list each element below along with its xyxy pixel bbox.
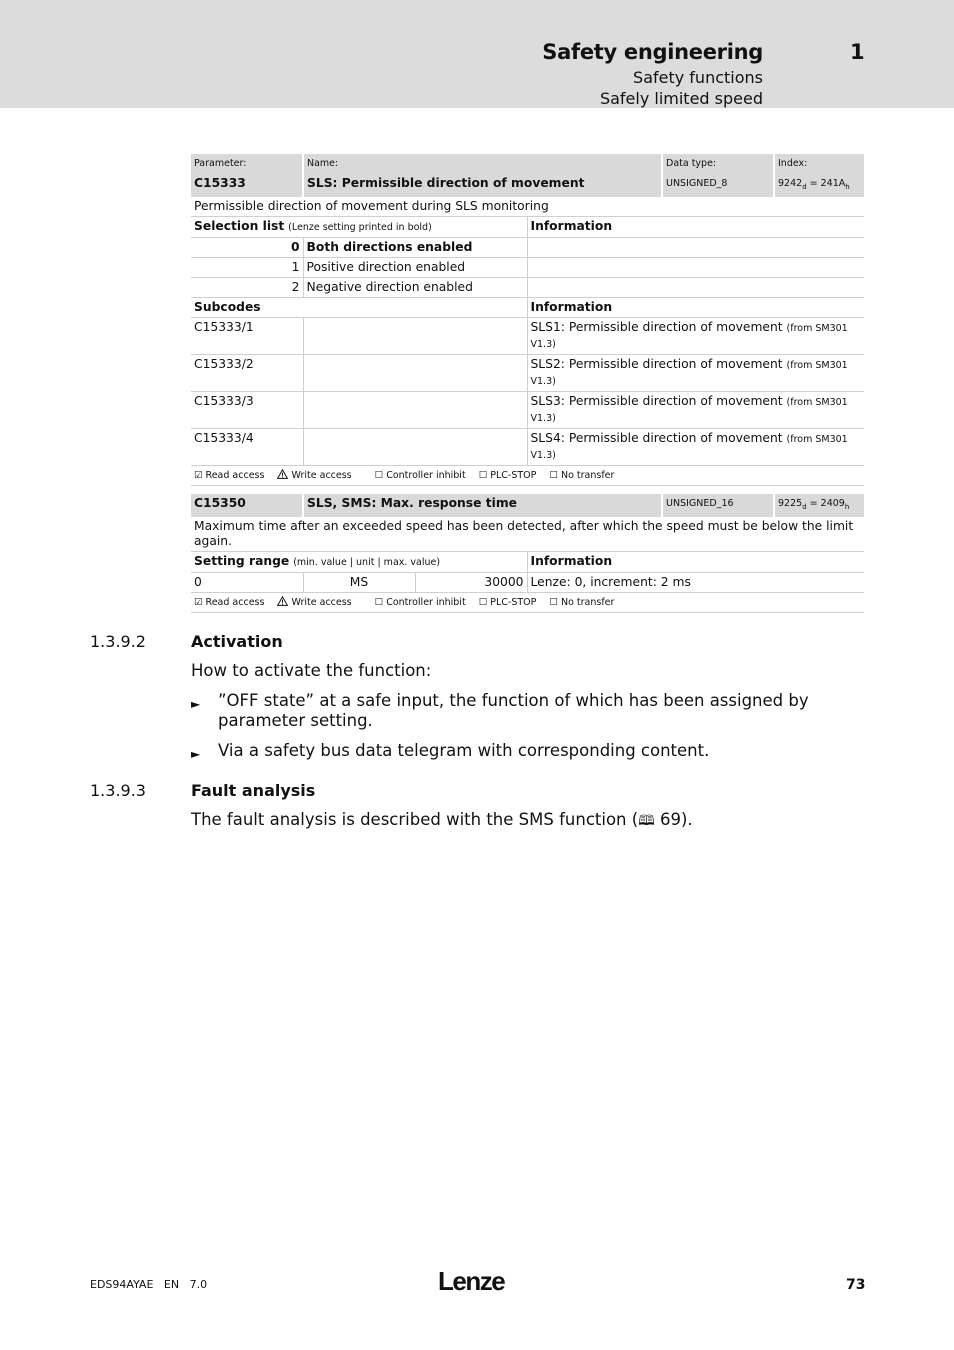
information-header: Information: [527, 216, 864, 237]
index-value: $9225_d = 2409_h$: [774, 494, 864, 517]
option-value: 1: [191, 257, 303, 277]
bullet-arrow-icon: ►: [191, 697, 201, 711]
subcode-info: SLS3: Permissible direction of movement (from SM301 V1.3): [527, 391, 864, 428]
option-info: [527, 237, 864, 257]
subcode-info: SLS1: Permissible direction of movement (from SM301 V1.3): [527, 317, 864, 354]
page-header: [0, 0, 954, 108]
subcodes-header: Subcodes: [191, 297, 527, 317]
warning-icon: [277, 596, 288, 606]
controller-inhibit-flag: ☐ Controller inhibit: [374, 469, 466, 481]
name-label: Name:: [307, 158, 339, 169]
type-label: Data type:: [666, 158, 717, 169]
subcode: C15333/2: [191, 354, 303, 391]
subcode: C15333/3: [191, 391, 303, 428]
index-cell: [774, 154, 864, 197]
description: Maximum time after an exceeded speed has been detected, after which the speed must be below the limit again.: [194, 518, 854, 548]
subcode-blank: [303, 354, 527, 391]
name-cell: [303, 154, 662, 197]
header-subtitle-1: Safety functions: [633, 68, 763, 87]
subcode: C15333/4: [191, 428, 303, 465]
description: Permissible direction of movement during SLS monitoring: [194, 198, 549, 213]
unit: MS: [303, 572, 415, 592]
subcode: C15333/1: [191, 317, 303, 354]
book-icon: 🕮: [638, 813, 655, 829]
param-name: SLS: Permissible direction of movement: [307, 176, 585, 190]
write-access-flag: Write access: [277, 597, 361, 608]
selection-list-header: Selection list (Lenze setting printed in bold): [191, 216, 527, 237]
plc-stop-flag: ☐ PLC-STOP: [478, 596, 537, 608]
access-flags: [191, 465, 864, 485]
section-number: 1.3.9.2: [90, 632, 146, 651]
subcode-info: SLS2: Permissible direction of movement (from SM301 V1.3): [527, 354, 864, 391]
option-info: [527, 257, 864, 277]
section-number: 1.3.9.3: [90, 781, 146, 800]
data-type: UNSIGNED_8: [666, 178, 728, 189]
data-type: UNSIGNED_16: [662, 494, 774, 517]
warning-icon: [277, 469, 288, 479]
document-id: EDS94AYAE EN 7.0: [90, 1278, 208, 1291]
information-header: Information: [527, 551, 864, 572]
option-label: Positive direction enabled: [303, 257, 527, 277]
bullet-text: Via a safety bus data telegram with corresponding content.: [218, 741, 710, 760]
option-value: 2: [191, 277, 303, 297]
min-value: 0: [191, 572, 303, 592]
no-transfer-flag: ☐ No transfer: [549, 469, 615, 481]
section-title: Fault analysis: [191, 781, 316, 800]
parameter-table-c15350: [191, 494, 864, 613]
access-flags: [191, 592, 864, 612]
section-title: Activation: [191, 632, 283, 651]
range-info: Lenze: 0, increment: 2 ms: [527, 572, 864, 592]
index-value: $9242_d = 241A_h$: [778, 178, 850, 191]
option-info: [527, 277, 864, 297]
header-title: Safety engineering: [542, 40, 763, 64]
read-access-flag: ☑ Read access: [194, 469, 265, 481]
bullet-text: ”OFF state” at a safe input, the function of which has been assigned by parameter setting.: [218, 691, 809, 730]
index-label: Index:: [778, 158, 808, 169]
lenze-logo: Lenze: [438, 1266, 505, 1296]
type-cell: [662, 154, 774, 197]
setting-range-header: Setting range (min. value | unit | max. value): [191, 551, 527, 572]
param-name: SLS, SMS: Max. response time: [303, 494, 662, 517]
bullet-arrow-icon: ►: [191, 747, 201, 761]
max-value: 30000: [415, 572, 527, 592]
write-access-flag: Write access: [277, 470, 361, 481]
parameter-table-c15333: [191, 154, 864, 486]
option-label: Both directions enabled: [303, 237, 527, 257]
subcode-info: SLS4: Permissible direction of movement (from SM301 V1.3): [527, 428, 864, 465]
option-label: Negative direction enabled: [303, 277, 527, 297]
section-text: The fault analysis is described with the SMS function (🕮 69).: [191, 810, 693, 829]
information-header: Information: [527, 297, 864, 317]
param-code: C15350: [191, 494, 303, 517]
option-value: 0: [191, 237, 303, 257]
page-number: 73: [846, 1277, 866, 1293]
subcode-blank: [303, 428, 527, 465]
no-transfer-flag: ☐ No transfer: [549, 596, 615, 608]
param-cell: [191, 154, 303, 197]
read-access-flag: ☑ Read access: [194, 596, 265, 608]
chapter-number: 1: [850, 40, 865, 64]
subcode-blank: [303, 317, 527, 354]
header-subtitle-2: Safely limited speed: [599, 89, 763, 108]
plc-stop-flag: ☐ PLC-STOP: [478, 469, 537, 481]
section-intro: How to activate the function:: [191, 661, 432, 680]
param-code: C15333: [194, 176, 246, 190]
controller-inhibit-flag: ☐ Controller inhibit: [374, 596, 466, 608]
subcode-blank: [303, 391, 527, 428]
param-label: Parameter:: [194, 158, 247, 169]
